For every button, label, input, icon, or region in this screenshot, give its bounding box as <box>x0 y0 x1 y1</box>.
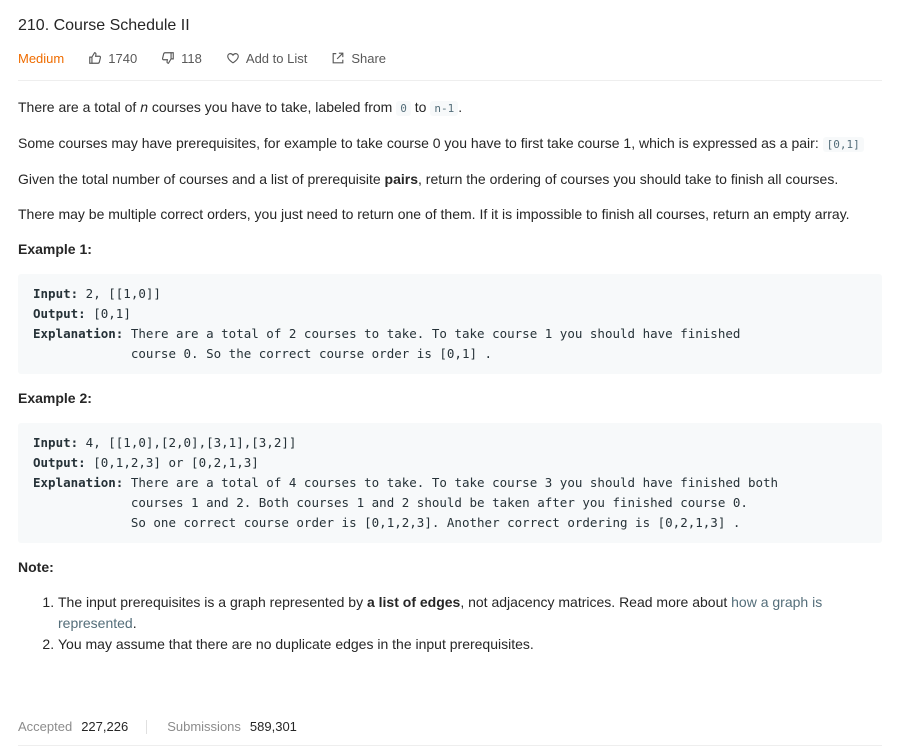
problem-meta-bar <box>18 47 410 69</box>
text: There are a total of <box>18 99 141 115</box>
inline-code: n-1 <box>430 101 458 116</box>
note-title: Note: <box>18 559 54 575</box>
input-label: Input: <box>33 286 79 301</box>
thumbs-up-icon <box>88 51 102 65</box>
difficulty-badge: Medium <box>18 50 65 66</box>
like-count: 1740 <box>108 50 138 66</box>
heart-icon <box>226 51 240 65</box>
example-2-block <box>18 423 882 543</box>
input-label: Input: <box>33 435 79 450</box>
submission-stats <box>18 716 297 737</box>
explanation-value: There are a total of 4 courses to take. To take course 3 you should have finished both courses 1 and 2. Both courses 1 and 2 should be taken after you finished course 0. So one correct course order is [0,1,2,3]. Another correct ordering is [0,2,1,3] . <box>130 475 779 530</box>
example-1-block <box>18 274 882 374</box>
list-item <box>58 592 882 634</box>
note-list <box>18 592 882 655</box>
description-paragraph <box>18 133 882 155</box>
explanation-label: Explanation: <box>33 326 124 341</box>
description-paragraph <box>18 169 882 190</box>
variable-n: n <box>140 99 148 115</box>
text: . <box>132 615 137 631</box>
like-button[interactable] <box>88 48 137 69</box>
problem-description <box>18 97 882 669</box>
share-icon <box>331 51 345 65</box>
stats-divider <box>146 720 147 734</box>
dislike-count: 118 <box>181 50 202 66</box>
thumbs-down-icon <box>161 51 175 65</box>
text: courses you have to take, labeled from <box>147 99 397 115</box>
output-label: Output: <box>33 306 86 321</box>
text: Given the total number of courses and a list of prerequisite <box>18 171 385 187</box>
explanation-value: There are a total of 2 courses to take. To take course 1 you should have finished course 0. So the correct course order is [0,1] . <box>130 326 741 361</box>
output-value: [0,1] <box>85 306 131 321</box>
text: , return the ordering of courses you should take to finish all courses. <box>418 171 839 187</box>
example-1-title: Example 1: <box>18 241 92 257</box>
add-to-list-button[interactable] <box>226 48 307 69</box>
add-to-list-label: Add to List <box>245 50 308 66</box>
output-value: [0,1,2,3] or [0,2,1,3] <box>85 455 259 470</box>
text: Some courses may have prerequisites, for example to take course 0 you have to first take course 1, which is expressed as a pair: <box>18 135 823 151</box>
description-paragraph: There may be multiple correct orders, you just need to return one of them. If it is impossible to finish all courses, return an empty array. <box>18 206 850 222</box>
inline-code: [0,1] <box>823 137 864 152</box>
accepted-label: Accepted <box>18 719 73 734</box>
description-paragraph <box>18 97 882 119</box>
header-divider <box>18 80 882 81</box>
graph-representation-link[interactable]: how a graph is represented <box>58 594 823 631</box>
example-2-title: Example 2: <box>18 390 92 406</box>
bottom-divider <box>18 745 882 746</box>
share-button[interactable] <box>331 48 386 69</box>
input-value: 4, [[1,0],[2,0],[3,1],[3,2]] <box>78 435 297 450</box>
inline-code: 0 <box>396 101 411 116</box>
list-item: 2. You may assume that there are no duplicate edges in the input prerequisites. <box>58 634 882 655</box>
output-label: Output: <box>33 455 86 470</box>
text: . <box>458 99 463 115</box>
bold-text: pairs <box>384 171 418 187</box>
explanation-label: Explanation: <box>33 475 124 490</box>
input-value: 2, [[1,0]] <box>78 286 169 301</box>
submissions-count: 589,301 <box>249 719 297 734</box>
text: to <box>410 99 431 115</box>
share-label: Share <box>351 50 387 66</box>
submissions-label: Submissions <box>167 719 241 734</box>
accepted-count: 227,226 <box>81 719 129 734</box>
text: , not adjacency matrices. Read more about <box>460 594 732 610</box>
dislike-button[interactable] <box>161 48 202 69</box>
bold-text: a list of edges <box>366 594 461 610</box>
text: The input prerequisites is a graph represented by <box>58 594 367 610</box>
problem-title: 210. Course Schedule II <box>18 17 190 34</box>
